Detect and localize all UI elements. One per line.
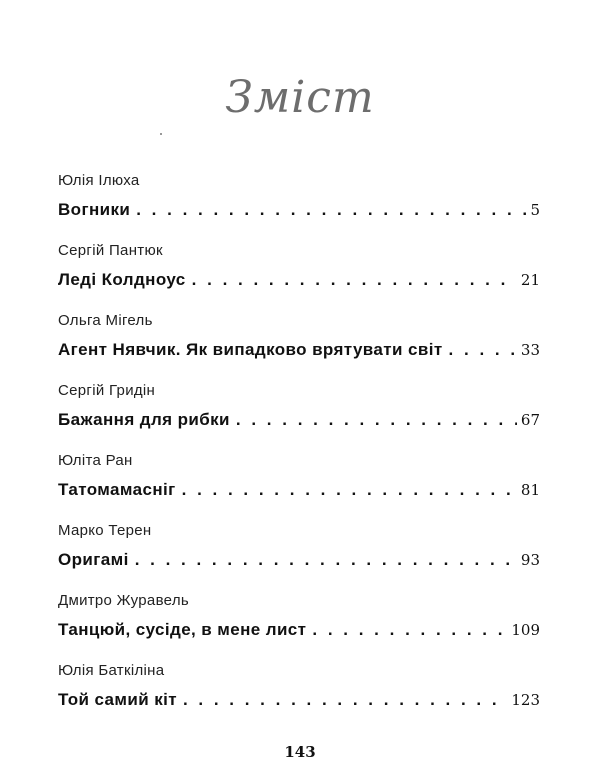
print-speck xyxy=(160,133,162,135)
toc-line[interactable] xyxy=(58,690,540,710)
toc-story-title: Бажання для рибки xyxy=(58,410,230,429)
toc-entry xyxy=(58,592,540,662)
toc-page-number: 67 xyxy=(520,411,540,429)
toc-entry xyxy=(58,172,540,242)
toc-story-title: Вогники xyxy=(58,200,131,219)
toc-author: Ольга Мігель xyxy=(58,312,153,329)
dot-leader xyxy=(182,480,517,500)
page-title: Зміст xyxy=(225,72,375,123)
toc-story-title: Агент Нявчик. Як випадково врятувати світ xyxy=(58,340,443,359)
dot-leader xyxy=(136,200,526,220)
toc-author: Юліта Ран xyxy=(58,452,133,469)
toc-author: Сергій Гридін xyxy=(58,382,156,399)
page-footer-number: 143 xyxy=(284,743,316,761)
toc-story-title: Татомамасніг xyxy=(58,480,176,499)
toc-line[interactable] xyxy=(58,270,540,290)
toc-page-number: 109 xyxy=(511,621,540,639)
toc-author: Сергій Пантюк xyxy=(58,242,163,259)
toc-line[interactable] xyxy=(58,410,540,430)
dot-leader xyxy=(236,410,517,430)
toc-author: Дмитро Журавель xyxy=(58,592,189,609)
toc-line[interactable] xyxy=(58,480,540,500)
toc-page-number: 21 xyxy=(520,271,540,289)
dot-leader xyxy=(135,550,517,570)
toc-line[interactable] xyxy=(58,340,540,360)
toc-line[interactable] xyxy=(58,200,540,220)
toc-page-number: 5 xyxy=(530,201,540,219)
toc-author: Юлія Баткіліна xyxy=(58,662,165,679)
toc-story-title: Оригамі xyxy=(58,550,129,569)
toc-line[interactable] xyxy=(58,620,540,640)
toc-story-title: Той самий кіт xyxy=(58,690,177,709)
toc-entry xyxy=(58,312,540,382)
toc-line[interactable] xyxy=(58,550,540,570)
dot-leader xyxy=(192,270,517,290)
table-of-contents xyxy=(58,172,540,732)
dot-leader xyxy=(183,690,507,710)
toc-entry xyxy=(58,242,540,312)
dot-leader xyxy=(312,620,507,640)
toc-page-number: 123 xyxy=(511,691,540,709)
toc-page-number: 93 xyxy=(520,551,540,569)
toc-author: Марко Терен xyxy=(58,522,152,539)
toc-page-number: 33 xyxy=(520,341,540,359)
toc-entry xyxy=(58,382,540,452)
toc-entry xyxy=(58,662,540,732)
dot-leader xyxy=(449,340,517,360)
toc-author: Юлія Ілюха xyxy=(58,172,140,189)
toc-page-number: 81 xyxy=(520,481,540,499)
toc-story-title: Леді Колдноус xyxy=(58,270,186,289)
toc-story-title: Танцюй, сусіде, в мене лист xyxy=(58,620,307,639)
toc-entry xyxy=(58,522,540,592)
toc-entry xyxy=(58,452,540,522)
